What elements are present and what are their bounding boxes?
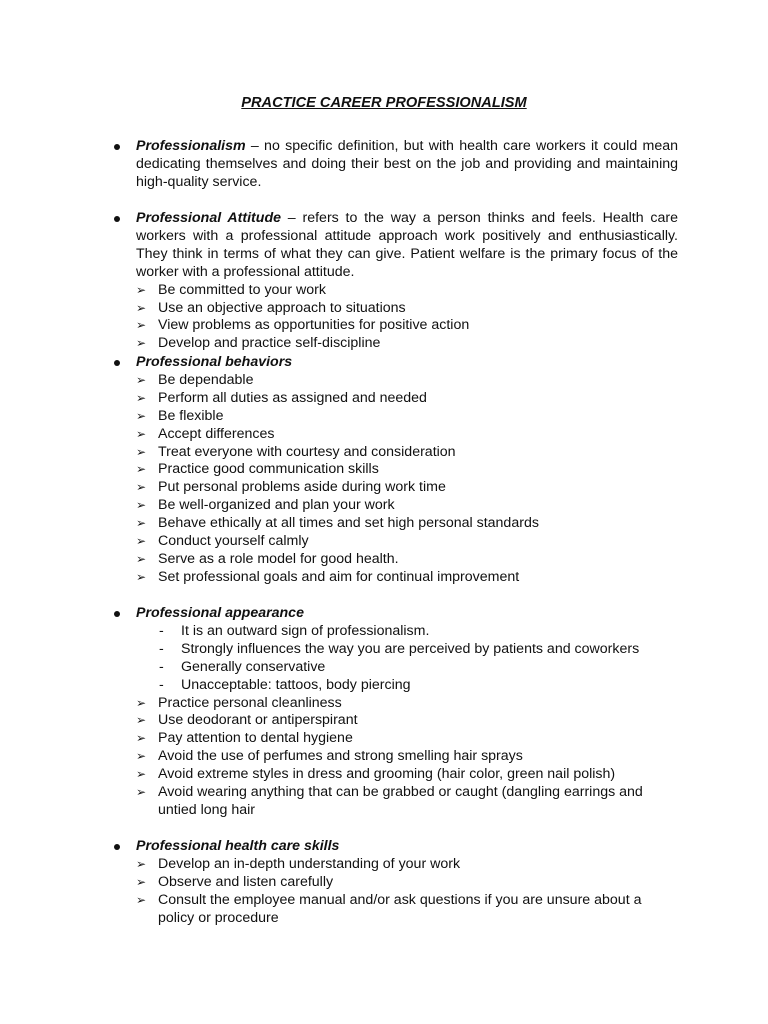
arrow-bullet-icon: ➢ xyxy=(136,892,147,907)
arrow-bullet-icon: ➢ xyxy=(136,767,147,782)
appearance-heading: Professional appearance xyxy=(136,605,304,621)
section-appearance xyxy=(108,605,678,820)
bullet-dot-icon xyxy=(114,611,120,617)
list-item-text: Develop an in-depth understanding of your work xyxy=(158,855,461,872)
list-item xyxy=(108,748,678,766)
arrow-bullet-icon: ➢ xyxy=(136,785,147,800)
dash-bullet-icon: - xyxy=(159,658,164,675)
list-item xyxy=(108,892,678,928)
arrow-bullet-icon: ➢ xyxy=(136,300,147,315)
list-item xyxy=(108,300,678,318)
list-item xyxy=(108,533,678,551)
list-item-text: Set professional goals and aim for continual improvement xyxy=(158,568,520,585)
list-item-text: Avoid wearing anything that can be grabbed or caught (dangling earrings and untied long hair xyxy=(158,784,643,818)
appearance-dash-list xyxy=(108,623,678,695)
professionalism-paragraph xyxy=(136,138,678,192)
list-item-text: Behave ethically at all times and set high personal standards xyxy=(158,515,539,532)
list-item xyxy=(108,730,678,748)
skills-list xyxy=(108,856,678,928)
bullet-dot-icon xyxy=(114,144,120,150)
arrow-bullet-icon: ➢ xyxy=(136,498,147,513)
arrow-bullet-icon: ➢ xyxy=(136,462,147,477)
list-item-text: Use an objective approach to situations xyxy=(158,299,406,316)
list-item-text: Strongly influences the way you are perceived by patients and coworkers xyxy=(181,640,640,657)
list-item-text: Perform all duties as assigned and needed xyxy=(158,389,427,406)
arrow-bullet-icon: ➢ xyxy=(136,695,147,710)
arrow-bullet-icon: ➢ xyxy=(136,372,147,387)
list-item-text: Accept differences xyxy=(158,425,275,442)
list-item-text: Serve as a role model for good health. xyxy=(158,550,399,567)
section-behaviors xyxy=(108,354,678,587)
behaviors-heading: Professional behaviors xyxy=(136,354,293,370)
dash-bullet-icon: - xyxy=(159,622,164,639)
list-item-text: Consult the employee manual and/or ask questions if you are unsure about a policy or procedure xyxy=(158,891,642,926)
list-item-text: Put personal problems aside during work time xyxy=(158,479,446,496)
list-item-text: Be committed to your work xyxy=(158,281,326,298)
arrow-bullet-icon: ➢ xyxy=(136,856,147,871)
list-item-text: It is an outward sign of professionalism. xyxy=(181,622,430,639)
list-item xyxy=(108,551,678,569)
bullet-dot-icon xyxy=(114,844,120,850)
arrow-bullet-icon: ➢ xyxy=(136,731,147,746)
list-item-text: Pay attention to dental hygiene xyxy=(158,730,353,747)
list-item-text: Be well-organized and plan your work xyxy=(158,497,395,514)
list-item xyxy=(108,677,678,695)
arrow-bullet-icon: ➢ xyxy=(136,408,147,423)
bullet-appearance xyxy=(108,605,678,623)
list-item xyxy=(108,317,678,335)
arrow-bullet-icon: ➢ xyxy=(136,282,147,297)
list-item-text: Practice good communication skills xyxy=(158,461,379,478)
list-item xyxy=(108,569,678,587)
list-item xyxy=(108,390,678,408)
list-item xyxy=(108,335,678,353)
arrow-bullet-icon: ➢ xyxy=(136,318,147,333)
bullet-professionalism xyxy=(108,138,678,192)
list-item xyxy=(108,623,678,641)
section-attitude xyxy=(108,210,678,353)
list-item xyxy=(108,497,678,515)
list-item xyxy=(108,426,678,444)
list-item-text: Avoid extreme styles in dress and grooming (hair color, green nail polish) xyxy=(158,766,616,783)
list-item xyxy=(108,444,678,462)
arrow-bullet-icon: ➢ xyxy=(136,569,147,584)
arrow-bullet-icon: ➢ xyxy=(136,534,147,549)
arrow-bullet-icon: ➢ xyxy=(136,749,147,764)
list-item-text: Avoid the use of perfumes and strong smelling hair sprays xyxy=(158,748,523,765)
list-item-text: Conduct yourself calmly xyxy=(158,533,309,550)
arrow-bullet-icon: ➢ xyxy=(136,426,147,441)
list-item xyxy=(108,712,678,730)
arrow-bullet-icon: ➢ xyxy=(136,390,147,405)
arrow-bullet-icon: ➢ xyxy=(136,551,147,566)
bullet-skills xyxy=(108,838,678,856)
arrow-bullet-icon: ➢ xyxy=(136,713,147,728)
bullet-dot-icon xyxy=(114,216,120,222)
list-item-text: Use deodorant or antiperspirant xyxy=(158,712,358,729)
arrow-bullet-icon: ➢ xyxy=(136,480,147,495)
bullet-behaviors xyxy=(108,354,678,372)
list-item-text: Observe and listen carefully xyxy=(158,873,334,890)
list-item xyxy=(108,641,678,659)
list-item xyxy=(108,408,678,426)
section-skills xyxy=(108,838,678,928)
document-title: PRACTICE CAREER PROFESSIONALISM xyxy=(241,95,527,111)
list-item-text: Be dependable xyxy=(158,371,254,388)
list-item-text: Develop and practice self-discipline xyxy=(158,335,381,352)
attitude-paragraph xyxy=(136,210,678,282)
list-item xyxy=(108,784,678,820)
professionalism-heading: Professionalism xyxy=(136,138,246,154)
attitude-text: – refers to the way a person thinks and feels. Health care workers with a professional attitude approach work positively and enthusiastically. They think in terms of what they can give. Patient welfare is the primary focus of the worker with a professional attitude. xyxy=(136,210,679,280)
list-item xyxy=(108,659,678,677)
skills-heading: Professional health care skills xyxy=(136,838,340,854)
attitude-list xyxy=(108,282,678,354)
arrow-bullet-icon: ➢ xyxy=(136,444,147,459)
bullet-attitude xyxy=(108,210,678,282)
list-item-text: Unacceptable: tattoos, body piercing xyxy=(181,676,411,693)
attitude-heading: Professional Attitude xyxy=(136,210,282,226)
list-item xyxy=(108,874,678,892)
list-item xyxy=(108,372,678,390)
list-item xyxy=(108,282,678,300)
list-item xyxy=(108,479,678,497)
behaviors-list xyxy=(108,372,678,587)
list-item-text: Be flexible xyxy=(158,407,224,424)
list-item-text: Treat everyone with courtesy and consideration xyxy=(158,443,456,460)
list-item-text: Generally conservative xyxy=(181,658,326,675)
list-item xyxy=(108,695,678,713)
section-professionalism xyxy=(108,138,678,192)
list-item xyxy=(108,515,678,533)
appearance-list xyxy=(108,695,678,820)
arrow-bullet-icon: ➢ xyxy=(136,874,147,889)
professionalism-text: – no specific definition, but with health care workers it could mean dedicating themselves and doing their best on the job and providing and maintaining high-quality service. xyxy=(136,138,678,190)
list-item xyxy=(108,766,678,784)
dash-bullet-icon: - xyxy=(159,640,164,657)
list-item-text: View problems as opportunities for positive action xyxy=(158,317,470,334)
list-item-text: Practice personal cleanliness xyxy=(158,694,342,711)
list-item xyxy=(108,461,678,479)
arrow-bullet-icon: ➢ xyxy=(136,516,147,531)
arrow-bullet-icon: ➢ xyxy=(136,336,147,351)
dash-bullet-icon: - xyxy=(159,676,164,693)
bullet-dot-icon xyxy=(114,360,120,366)
list-item xyxy=(108,856,678,874)
